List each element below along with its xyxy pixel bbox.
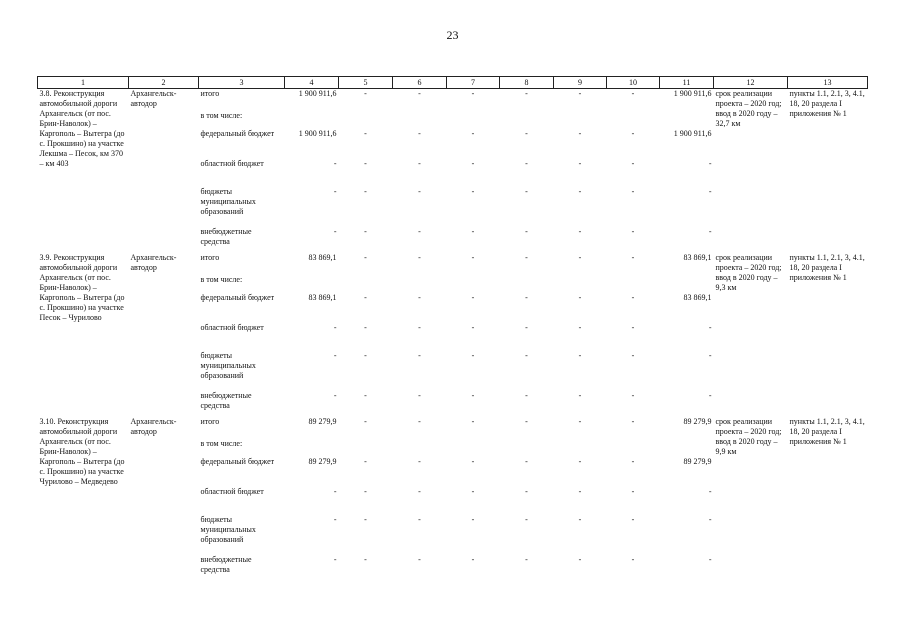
dash-cell: [339, 111, 393, 129]
column-header: 11: [660, 77, 714, 89]
amount-cell: [285, 439, 339, 457]
funding-source: бюджеты муниципальных образований: [200, 186, 256, 216]
dash-cell: -: [578, 158, 582, 168]
dash-cell: -: [578, 390, 582, 400]
dash-cell: -: [471, 128, 475, 138]
dash-cell: -: [418, 226, 421, 236]
dash-cell: -: [578, 226, 582, 236]
dash-cell: -: [471, 390, 475, 400]
dash-cell: -: [631, 292, 635, 302]
dash-cell: -: [418, 456, 421, 466]
dash-cell: -: [525, 390, 528, 400]
dash-cell: -: [364, 158, 367, 168]
column-header: 8: [500, 77, 554, 89]
column-header: 2: [129, 77, 199, 89]
funding-source: бюджеты муниципальных образований: [200, 514, 256, 544]
amount-cell: -: [708, 226, 712, 236]
amount-cell: [285, 275, 339, 293]
column-header: 6: [393, 77, 447, 89]
funding-table: [37, 76, 868, 581]
dash-cell: [447, 111, 500, 129]
project-executor: Архангельск-автодор: [130, 252, 177, 272]
dash-cell: -: [525, 554, 528, 564]
funding-source: внебюджетные средства: [200, 554, 252, 574]
dash-cell: -: [631, 158, 635, 168]
dash-cell: -: [631, 226, 635, 236]
dash-cell: -: [525, 252, 528, 262]
dash-cell: -: [631, 416, 635, 426]
amount-cell: -: [708, 390, 712, 400]
dash-cell: -: [631, 350, 635, 360]
project-links: пункты 1.1, 2.1, 3, 4.1, 18, 20 раздела I приложения № 1: [789, 89, 865, 118]
column-header: 12: [714, 77, 788, 89]
amount-cell: [660, 275, 714, 293]
amount-cell: 89 279,9: [683, 416, 712, 426]
dash-cell: -: [578, 252, 582, 262]
funding-source: внебюджетные средства: [200, 226, 252, 246]
dash-cell: -: [631, 89, 635, 98]
dash-cell: -: [471, 322, 475, 332]
dash-cell: -: [631, 486, 635, 496]
dash-cell: -: [525, 322, 528, 332]
dash-cell: [393, 111, 447, 129]
project-result: срок реализации проекта – 2020 год; ввод в 2020 году – 9,9 км: [715, 416, 782, 456]
funding-source: в том числе:: [200, 274, 243, 284]
dash-cell: [554, 111, 607, 129]
amount-cell: -: [333, 322, 337, 332]
dash-cell: [607, 111, 660, 129]
dash-cell: -: [364, 128, 367, 138]
amount-cell: 1 900 911,6: [298, 89, 337, 98]
dash-cell: -: [525, 292, 528, 302]
dash-cell: [339, 275, 393, 293]
dash-cell: -: [631, 514, 635, 524]
dash-cell: -: [471, 350, 475, 360]
column-header: 5: [339, 77, 393, 89]
amount-cell: -: [708, 554, 712, 564]
funding-source: областной бюджет: [200, 486, 264, 496]
amount-cell: 83 869,1: [308, 252, 337, 262]
amount-cell: -: [708, 158, 712, 168]
amount-cell: -: [333, 554, 337, 564]
dash-cell: -: [525, 350, 528, 360]
dash-cell: -: [418, 186, 421, 196]
dash-cell: -: [418, 128, 421, 138]
dash-cell: -: [364, 416, 367, 426]
dash-cell: -: [418, 390, 421, 400]
dash-cell: -: [525, 128, 528, 138]
dash-cell: -: [525, 89, 528, 98]
amount-cell: 1 900 911,6: [298, 128, 337, 138]
dash-cell: -: [525, 226, 528, 236]
project-executor: Архангельск-автодор: [130, 416, 177, 436]
dash-cell: -: [418, 322, 421, 332]
dash-cell: -: [364, 456, 367, 466]
amount-cell: [660, 439, 714, 457]
dash-cell: -: [418, 292, 421, 302]
amount-cell: 89 279,9: [683, 456, 712, 466]
funding-source: внебюджетные средства: [200, 390, 252, 410]
dash-cell: -: [525, 486, 528, 496]
amount-cell: -: [333, 390, 337, 400]
dash-cell: -: [471, 292, 475, 302]
dash-cell: -: [471, 158, 475, 168]
column-header: 13: [788, 77, 868, 89]
amount-cell: 1 900 911,6: [673, 128, 712, 138]
amount-cell: -: [708, 350, 712, 360]
dash-cell: -: [364, 486, 367, 496]
dash-cell: -: [631, 128, 635, 138]
column-header: 7: [447, 77, 500, 89]
amount-cell: 83 869,1: [308, 292, 337, 302]
dash-cell: -: [471, 456, 475, 466]
dash-cell: [393, 275, 447, 293]
dash-cell: -: [578, 89, 582, 98]
column-header: 1: [38, 77, 129, 89]
dash-cell: -: [471, 416, 475, 426]
dash-cell: [500, 275, 554, 293]
dash-cell: [607, 275, 660, 293]
dash-cell: [447, 439, 500, 457]
project-name: 3.10. Реконструкция автомобильной дороги Архангельск (от пос. Брин-Наволок) – Каргополь – Вытегра (до с. Прокшино) на участке Чурилово – Медведево: [39, 416, 125, 486]
dash-cell: -: [578, 514, 582, 524]
funding-source: федеральный бюджет: [200, 456, 275, 466]
dash-cell: -: [364, 89, 367, 98]
dash-cell: -: [578, 416, 582, 426]
amount-cell: -: [333, 226, 337, 236]
dash-cell: [500, 439, 554, 457]
table-row: [38, 417, 868, 439]
amount-cell: [285, 111, 339, 129]
amount-cell: -: [333, 186, 337, 196]
dash-cell: -: [364, 292, 367, 302]
column-header: 4: [285, 77, 339, 89]
dash-cell: -: [418, 486, 421, 496]
dash-cell: [554, 439, 607, 457]
dash-cell: -: [364, 186, 367, 196]
project-result: срок реализации проекта – 2020 год; ввод в 2020 году – 9,3 км: [715, 252, 782, 292]
dash-cell: -: [418, 514, 421, 524]
dash-cell: -: [578, 322, 582, 332]
dash-cell: [339, 439, 393, 457]
column-header: 9: [554, 77, 607, 89]
amount-cell: -: [708, 486, 712, 496]
amount-cell: -: [333, 514, 337, 524]
dash-cell: -: [631, 322, 635, 332]
dash-cell: -: [418, 252, 421, 262]
funding-source: областной бюджет: [200, 158, 264, 168]
dash-cell: -: [525, 456, 528, 466]
dash-cell: [500, 111, 554, 129]
dash-cell: -: [631, 554, 635, 564]
dash-cell: -: [364, 350, 367, 360]
amount-cell: -: [333, 158, 337, 168]
amount-cell: -: [333, 486, 337, 496]
dash-cell: -: [471, 186, 475, 196]
funding-source: в том числе:: [200, 438, 243, 448]
dash-cell: -: [471, 486, 475, 496]
project-links: пункты 1.1, 2.1, 3, 4.1, 18, 20 раздела I приложения № 1: [789, 416, 865, 446]
dash-cell: -: [578, 456, 582, 466]
dash-cell: -: [471, 514, 475, 524]
dash-cell: -: [418, 350, 421, 360]
dash-cell: -: [525, 514, 528, 524]
amount-cell: -: [708, 186, 712, 196]
dash-cell: -: [418, 554, 421, 564]
funding-source: бюджеты муниципальных образований: [200, 350, 256, 380]
column-header: 10: [607, 77, 660, 89]
funding-source: федеральный бюджет: [200, 128, 275, 138]
amount-cell: 83 869,1: [683, 252, 712, 262]
column-header: 3: [199, 77, 285, 89]
dash-cell: -: [631, 456, 635, 466]
dash-cell: -: [471, 252, 475, 262]
dash-cell: -: [471, 89, 475, 98]
dash-cell: -: [471, 226, 475, 236]
funding-source: итого: [200, 252, 220, 262]
amount-cell: [660, 111, 714, 129]
amount-cell: 1 900 911,6: [673, 89, 712, 98]
dash-cell: [393, 439, 447, 457]
amount-cell: -: [333, 350, 337, 360]
funding-source: в том числе:: [200, 110, 243, 120]
dash-cell: -: [525, 186, 528, 196]
funding-source: итого: [200, 89, 220, 98]
project-links: пункты 1.1, 2.1, 3, 4.1, 18, 20 раздела I приложения № 1: [789, 252, 865, 282]
dash-cell: -: [364, 514, 367, 524]
funding-source: итого: [200, 416, 220, 426]
dash-cell: -: [578, 292, 582, 302]
dash-cell: -: [364, 390, 367, 400]
project-name: 3.8. Реконструкция автомобильной дороги Архангельск (от пос. Брин-Наволок) – Каргополь – Вытегра (до с. Прокшино) на участке Лекшма – Песок, км 370 – км 403: [39, 89, 125, 168]
dash-cell: -: [418, 89, 421, 98]
dash-cell: -: [418, 158, 421, 168]
dash-cell: -: [364, 252, 367, 262]
dash-cell: -: [364, 554, 367, 564]
dash-cell: -: [578, 186, 582, 196]
dash-cell: -: [631, 252, 635, 262]
dash-cell: [447, 275, 500, 293]
amount-cell: 89 279,9: [308, 456, 337, 466]
amount-cell: -: [708, 514, 712, 524]
project-result: срок реализации проекта – 2020 год; ввод в 2020 году – 32,7 км: [715, 89, 782, 128]
dash-cell: -: [578, 554, 582, 564]
dash-cell: -: [418, 416, 421, 426]
dash-cell: -: [525, 158, 528, 168]
table-row: [38, 253, 868, 275]
dash-cell: -: [364, 226, 367, 236]
dash-cell: -: [364, 322, 367, 332]
table-row: [38, 89, 868, 111]
dash-cell: -: [525, 416, 528, 426]
amount-cell: 83 869,1: [683, 292, 712, 302]
project-name: 3.9. Реконструкция автомобильной дороги Архангельск (от пос. Брин-Наволок) – Каргополь – Вытегра (до с. Прокшино) на участке Песок – Чурилово: [39, 252, 125, 322]
column-header-row: [38, 77, 868, 89]
project-executor: Архангельск-автодор: [130, 89, 177, 108]
amount-cell: 89 279,9: [308, 416, 337, 426]
dash-cell: -: [578, 486, 582, 496]
amount-cell: -: [708, 322, 712, 332]
dash-cell: -: [578, 350, 582, 360]
dash-cell: -: [578, 128, 582, 138]
dash-cell: [607, 439, 660, 457]
dash-cell: -: [471, 554, 475, 564]
dash-cell: -: [631, 186, 635, 196]
dash-cell: [554, 275, 607, 293]
funding-source: областной бюджет: [200, 322, 264, 332]
page-number: 23: [446, 28, 459, 42]
funding-source: федеральный бюджет: [200, 292, 275, 302]
dash-cell: -: [631, 390, 635, 400]
